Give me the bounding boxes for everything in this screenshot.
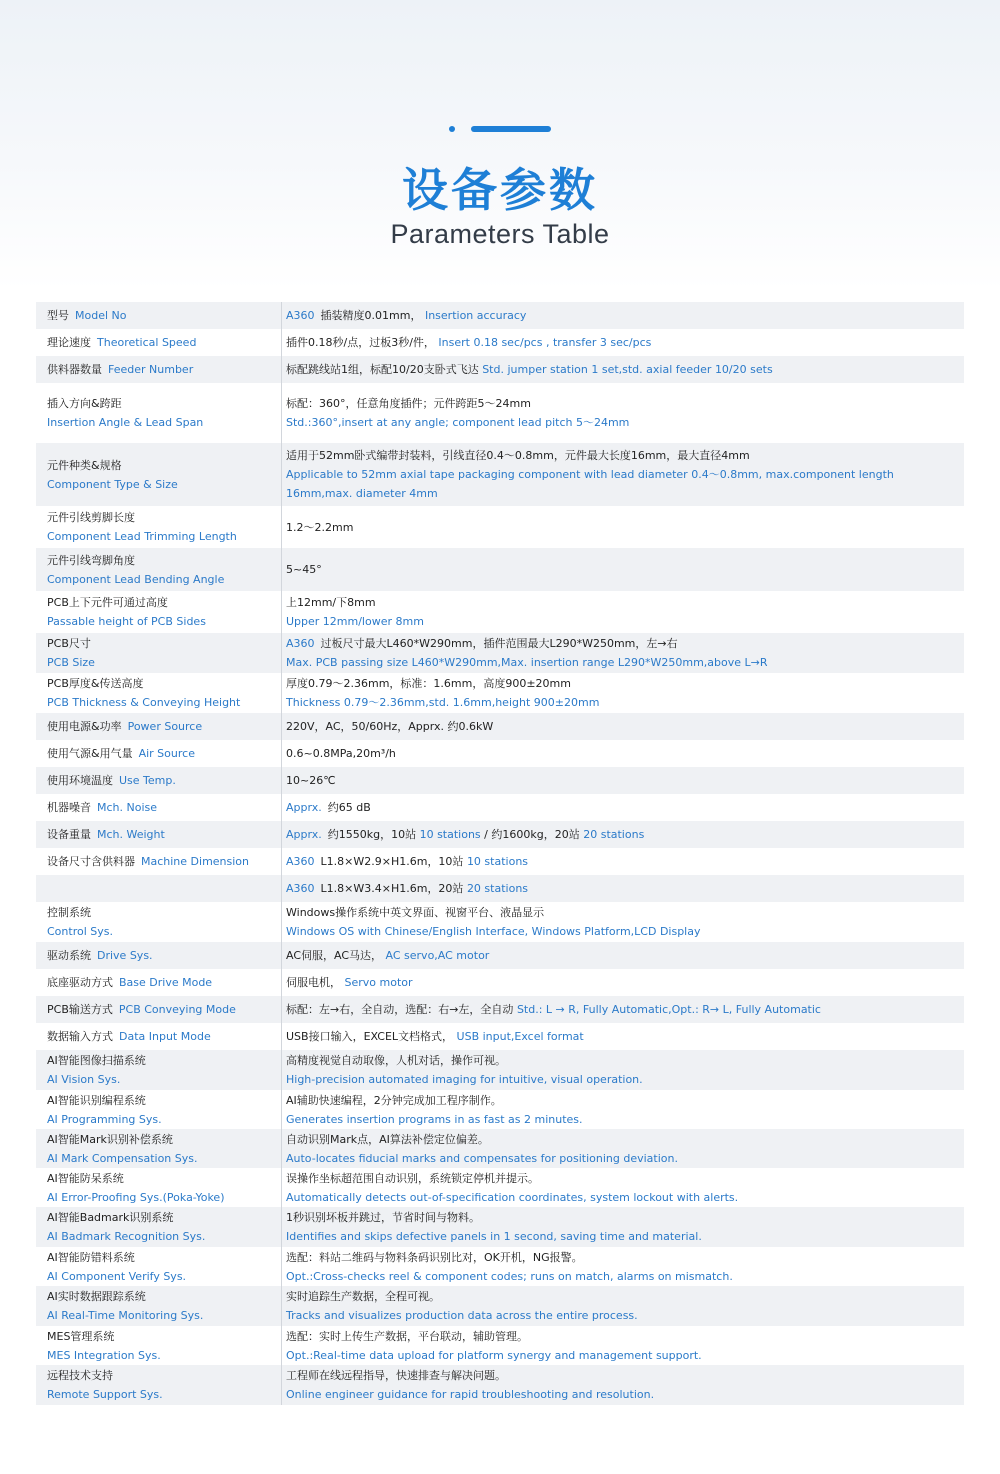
param-value-cell: [282, 1090, 964, 1129]
param-name-line: [47, 852, 281, 871]
param-value-en: Automatically detects out-of-specification coordinates, system lockout with alerts.: [286, 1190, 739, 1204]
value-cn: AI辅助快速编程，2分钟完成加工程序制作。: [286, 1093, 502, 1107]
model-code: Apprx.: [286, 801, 322, 814]
page-subtitle: Parameters Table: [390, 219, 610, 249]
param-name-cn: 远程技术支持: [47, 1369, 113, 1382]
param-name-en: PCB Size: [47, 656, 95, 669]
param-name-cell: [36, 848, 282, 875]
param-name-cn: 控制系统: [47, 906, 91, 919]
param-name-line: [47, 946, 281, 965]
value-cn: 5~45°: [286, 563, 322, 576]
value-cn: 约65 dB: [327, 801, 371, 814]
value-cn: USB接口输入，EXCEL文档格式，: [286, 1030, 454, 1043]
param-name-cn: AI智能识别编程系统: [47, 1093, 146, 1107]
param-name-en: Base Drive Mode: [119, 976, 213, 989]
param-value-line: [286, 852, 952, 871]
param-value-en: Auto-locates fiducial marks and compensates for positioning deviation.: [286, 1151, 678, 1165]
param-value-line: [286, 903, 952, 922]
param-name-line: [47, 1130, 281, 1149]
value-cn: 插装精度0.01mm，: [320, 309, 422, 322]
param-value-en: Identifies and skips defective panels in 1 second, saving time and material.: [286, 1230, 702, 1243]
param-name-line: [47, 360, 281, 379]
param-value-line: [286, 744, 952, 763]
param-name-cn: 底座驱动方式: [47, 976, 113, 989]
param-name-cell: [36, 1090, 282, 1129]
param-name-cell: [36, 794, 282, 821]
param-value-line: [286, 879, 952, 898]
param-name-cell: [36, 969, 282, 996]
param-name-cell: [36, 740, 282, 767]
param-name-cn: 驱动系统: [47, 949, 91, 962]
param-value-cell: [282, 1168, 964, 1207]
value-cn: 约1550kg，10站: [327, 828, 417, 841]
param-value-line: [286, 394, 952, 413]
param-name-cn: AI智能防呆系统: [47, 1171, 124, 1185]
value-cn: 标配：左→右，全自动，选配：右→左，全自动: [286, 1003, 514, 1016]
value-cn: 插件0.18秒/点，过板3秒/件，: [286, 336, 435, 349]
value-cn: 标配跳线站1组，标配10/20支卧式飞达: [286, 363, 479, 376]
param-value-cell: [282, 1023, 964, 1050]
param-name-en: Control Sys.: [47, 925, 113, 938]
param-name-line: [47, 825, 281, 844]
param-value-line: [286, 1366, 952, 1385]
param-value-cell: [282, 633, 964, 673]
param-name-en: Air Source: [138, 747, 195, 760]
param-name-line: [47, 1051, 281, 1070]
table-row: [36, 767, 964, 794]
param-value-en: Online engineer guidance for rapid troubleshooting and resolution.: [286, 1388, 655, 1401]
param-value-line: [286, 1169, 952, 1188]
value-cn: 220V，AC，50/60Hz，Apprx. 约0.6kW: [286, 720, 494, 733]
param-name-en: Mch. Weight: [97, 828, 165, 841]
param-value-cell: [282, 506, 964, 548]
decoration-bar: [471, 126, 551, 132]
table-row: [36, 1247, 964, 1286]
param-name-cell: [36, 875, 282, 902]
value-cn: 厚度0.79～2.36mm，标准：1.6mm，高度900±20mm: [286, 677, 571, 690]
param-value-cell: [282, 673, 964, 713]
param-value-en: Thickness 0.79～2.36mm,std. 1.6mm,height 900±20mm: [286, 696, 600, 709]
param-value-line: [286, 1130, 952, 1149]
param-name-cn: 元件引线剪脚长度: [47, 511, 135, 524]
param-name-en: Use Temp.: [119, 774, 176, 787]
param-name-cell: [36, 329, 282, 356]
param-name-en: MES Integration Sys.: [47, 1348, 161, 1362]
param-name-line: [47, 333, 281, 352]
param-value-line: [286, 825, 952, 844]
table-row: [36, 329, 964, 356]
param-name-cn: 元件种类&规格: [47, 458, 122, 472]
page-title: 设备参数: [402, 163, 598, 217]
param-value-line: [286, 1091, 952, 1110]
param-value-cell: [282, 1247, 964, 1286]
table-row: [36, 443, 964, 506]
param-name-line: [47, 1027, 281, 1046]
param-name-line: [47, 508, 281, 527]
param-name-cell: [36, 821, 282, 848]
param-value-line: [286, 674, 952, 693]
param-name-line: [47, 1366, 281, 1385]
param-name-line: [47, 306, 281, 325]
param-name-cn: 机器噪音: [47, 801, 91, 814]
param-name-cn: AI智能Mark识别补偿系统: [47, 1132, 173, 1146]
param-name-en: Power Source: [127, 720, 203, 733]
param-name-cn: AI智能图像扫描系统: [47, 1054, 146, 1067]
param-name-en: Drive Sys.: [97, 949, 153, 962]
param-value-cell: [282, 794, 964, 821]
param-name-line: [47, 973, 281, 992]
model-code: A360: [286, 309, 315, 322]
param-name-en: Passable height of PCB Sides: [47, 615, 206, 628]
param-name-en: AI Mark Compensation Sys.: [47, 1151, 198, 1165]
param-name-cell: [36, 302, 282, 329]
param-name-en: Feeder Number: [108, 363, 194, 376]
param-name-cn: 使用电源&功率: [47, 720, 122, 733]
value-en: AC servo,AC motor: [385, 949, 490, 962]
param-name-cell: [36, 633, 282, 673]
param-value-cell: [282, 713, 964, 740]
param-value-en: Tracks and visualizes production data across the entire process.: [286, 1309, 638, 1322]
param-name-cn: AI智能Badmark识别系统: [47, 1211, 174, 1224]
title-decoration: [0, 126, 1000, 132]
param-name-line: [47, 744, 281, 763]
param-name-cn: PCB厚度&传送高度: [47, 677, 144, 690]
param-name-cell: [36, 942, 282, 969]
param-value-cell: [282, 902, 964, 942]
value-cn: 自动识别Mark点，AI算法补偿定位偏差。: [286, 1132, 489, 1146]
param-value-line: [286, 1000, 952, 1019]
param-value-cell: [282, 1129, 964, 1168]
param-value-cell: [282, 548, 964, 591]
value-en: Std.: L → R, Fully Automatic,Opt.: R→ L, Fully Automatic: [516, 1003, 821, 1016]
param-value-cell: [282, 443, 964, 506]
param-value-cell: [282, 329, 964, 356]
param-value-en: Max. PCB passing size L460*W290mm,Max. insertion range L290*W250mm,above L→R: [286, 656, 768, 669]
param-value-cell: [282, 383, 964, 443]
table-row: [36, 875, 964, 902]
param-name-cn: 设备重量: [47, 828, 91, 841]
table-row: [36, 548, 964, 591]
param-value-line: [286, 1248, 952, 1267]
value-cn: 0.6~0.8MPa,20m³/h: [286, 747, 396, 760]
param-value-cell: [282, 848, 964, 875]
param-name-cell: [36, 713, 282, 740]
param-value-line: [286, 973, 952, 992]
value-en: Insert 0.18 sec/pcs , transfer 3 sec/pcs: [438, 336, 652, 349]
table-row: [36, 1286, 964, 1326]
table-row: [36, 302, 964, 329]
param-name-cell: [36, 1168, 282, 1207]
param-value-en: Opt.:Real-time data upload for platform synergy and management support.: [286, 1348, 702, 1362]
param-name-en: PCB Conveying Mode: [118, 1003, 236, 1016]
table-row: [36, 633, 964, 673]
param-name-en: Component Lead Bending Angle: [47, 572, 225, 586]
param-name-line: [47, 1327, 281, 1346]
value-cn: Windows操作系统中英文界面、视窗平台、液晶显示: [286, 906, 545, 919]
table-row: [36, 506, 964, 548]
param-value-line: [286, 1287, 952, 1306]
model-code: A360: [286, 882, 315, 895]
table-row: [36, 383, 964, 443]
param-name-cell: [36, 673, 282, 713]
value-cn: 伺服电机，: [286, 976, 341, 989]
param-name-en: Mch. Noise: [97, 801, 158, 814]
value-cn: AC伺服，AC马达，: [286, 949, 383, 962]
param-name-line: [47, 593, 281, 612]
param-value-cell: [282, 356, 964, 383]
table-row: [36, 848, 964, 875]
decoration-dot: [449, 126, 455, 132]
param-name-cn: PCB上下元件可通过高度: [47, 596, 168, 609]
value-cn: 适用于52mm卧式编带封装料，引线直径0.4～0.8mm，元件最大长度16mm，最大直径4mm: [286, 449, 750, 462]
table-row: [36, 356, 964, 383]
table-row: [36, 1023, 964, 1050]
param-value-cell: [282, 591, 964, 633]
param-name-cn: 供料器数量: [47, 363, 102, 376]
param-name-cell: [36, 1129, 282, 1168]
param-name-cell: [36, 767, 282, 794]
param-name-en: Model No: [75, 309, 127, 322]
table-row: [36, 1326, 964, 1365]
param-value-cell: [282, 1326, 964, 1365]
param-value-line: [286, 946, 952, 965]
param-name-cn: PCB输送方式: [47, 1003, 113, 1016]
table-row: [36, 1050, 964, 1090]
param-name-cn: 元件引线弯脚角度: [47, 553, 135, 567]
param-name-cell: [36, 383, 282, 443]
param-name-line: [47, 1287, 281, 1306]
table-row: [36, 821, 964, 848]
param-value-en: Generates insertion programs in as fast as 2 minutes.: [286, 1112, 583, 1126]
param-value-line: [286, 771, 952, 790]
value-cn: 高精度视觉自动取像，人机对话，操作可视。: [286, 1054, 506, 1067]
param-name-cell: [36, 1023, 282, 1050]
param-name-line: [47, 1248, 281, 1267]
param-name-en: Insertion Angle & Lead Span: [47, 416, 204, 429]
param-value-cell: [282, 1365, 964, 1405]
param-name-cell: [36, 996, 282, 1023]
param-value-en: Applicable to 52mm axial tape packaging component with lead diameter 0.4～0.8mm, max.component length 16mm,max. diameter 4mm: [286, 468, 894, 500]
param-name-cn: 使用气源&用气量: [47, 747, 133, 760]
param-name-cell: [36, 1207, 282, 1247]
param-name-en: AI Programming Sys.: [47, 1112, 162, 1126]
param-name-cn: 插入方向&跨距: [47, 397, 122, 410]
param-name-cn: AI智能防错料系统: [47, 1250, 135, 1264]
param-name-cell: [36, 1286, 282, 1326]
param-name-en: AI Component Verify Sys.: [47, 1269, 187, 1283]
value-cn: L1.8×W3.4×H1.6m，20站: [320, 882, 464, 895]
param-name-cn: 理论速度: [47, 336, 91, 349]
param-value-line: [286, 306, 952, 325]
table-row: [36, 969, 964, 996]
param-name-cn: MES管理系统: [47, 1329, 115, 1343]
value-cn: / 约1600kg，20站: [484, 828, 580, 841]
param-name-cell: [36, 548, 282, 591]
param-name-cell: [36, 1326, 282, 1365]
param-name-en: Theoretical Speed: [97, 336, 197, 349]
param-name-cell: [36, 356, 282, 383]
param-name-line: [47, 634, 281, 653]
value-cn: 过板尺寸最大L460*W290mm，插件范围最大L290*W250mm，左→右: [320, 637, 678, 650]
model-code: A360: [286, 855, 315, 868]
param-name-en: Machine Dimension: [141, 855, 250, 868]
table-row: [36, 1365, 964, 1405]
param-value-cell: [282, 821, 964, 848]
param-value-en: Opt.:Cross-checks reel & component codes; runs on match, alarms on mismatch.: [286, 1269, 733, 1283]
param-value-cell: [282, 302, 964, 329]
table-row: [36, 902, 964, 942]
param-value-line: [286, 360, 952, 379]
param-name-en: AI Vision Sys.: [47, 1073, 121, 1086]
table-row: [36, 996, 964, 1023]
param-value-cell: [282, 969, 964, 996]
param-value-line: [286, 560, 952, 579]
param-value-en: Std.:360°,insert at any angle; component lead pitch 5～24mm: [286, 416, 630, 429]
param-value-cell: [282, 740, 964, 767]
param-name-line: [47, 551, 281, 570]
param-name-en: AI Badmark Recognition Sys.: [47, 1230, 206, 1243]
value-en: Insertion accuracy: [424, 309, 527, 322]
value-cn: 工程师在线远程指导，快速排查与解决问题。: [286, 1369, 506, 1382]
param-value-line: [286, 634, 952, 653]
param-name-cell: [36, 1050, 282, 1090]
parameters-table: [36, 302, 964, 1405]
param-value-line: [286, 446, 952, 465]
table-row: [36, 1129, 964, 1168]
param-value-en: Windows OS with Chinese/English Interface, Windows Platform,LCD Display: [286, 925, 701, 938]
value-cn: 上12mm/下8mm: [286, 596, 376, 609]
param-value-line: [286, 717, 952, 736]
value-cn: L1.8×W2.9×H1.6m，10站: [320, 855, 464, 868]
param-name-en: Component Type & Size: [47, 477, 178, 491]
param-value-cell: [282, 875, 964, 902]
value-cn: 实时追踪生产数据，全程可视。: [286, 1290, 440, 1303]
param-name-line: [47, 1169, 281, 1188]
param-name-cell: [36, 902, 282, 942]
param-value-line: [286, 1051, 952, 1070]
model-code: Apprx.: [286, 828, 322, 841]
param-name-en: AI Error-Proofing Sys.(Poka-Yoke): [47, 1190, 225, 1204]
param-value-line: [286, 1208, 952, 1227]
value-en: 20 stations: [466, 882, 529, 895]
param-name-line: [47, 1000, 281, 1019]
table-row: [36, 740, 964, 767]
param-name-en: Data Input Mode: [119, 1030, 211, 1043]
param-value-line: [286, 798, 952, 817]
param-name-cn: 型号: [47, 309, 69, 322]
param-name-line: [47, 798, 281, 817]
table-row: [36, 673, 964, 713]
table-row: [36, 713, 964, 740]
param-name-cn: PCB尺寸: [47, 637, 91, 650]
param-value-cell: [282, 1286, 964, 1326]
value-cn: 1秒识别坏板并跳过，节省时间与物料。: [286, 1211, 480, 1224]
param-name-en: PCB Thickness & Conveying Height: [47, 696, 241, 709]
param-name-cn: 设备尺寸含供料器: [47, 855, 135, 868]
param-value-cell: [282, 1050, 964, 1090]
table-row: [36, 794, 964, 821]
table-row: [36, 1207, 964, 1247]
param-value-line: [286, 593, 952, 612]
param-value-line: [286, 333, 952, 352]
param-value-cell: [282, 996, 964, 1023]
value-en: Servo motor: [344, 976, 413, 989]
param-name-cn: 数据输入方式: [47, 1030, 113, 1043]
value-en: 20 stations: [583, 828, 645, 841]
param-name-cell: [36, 1247, 282, 1286]
param-value-cell: [282, 767, 964, 794]
param-name-cell: [36, 1365, 282, 1405]
value-en: USB input,Excel format: [456, 1030, 584, 1043]
value-cn: 选配：实时上传生产数据，平台联动，辅助管理。: [286, 1329, 528, 1343]
param-value-en: Upper 12mm/lower 8mm: [286, 615, 424, 628]
table-row: [36, 1090, 964, 1129]
param-name-line: [47, 903, 281, 922]
param-name-cell: [36, 506, 282, 548]
param-name-line: [47, 1208, 281, 1227]
param-name-cn: 使用环境温度: [47, 774, 113, 787]
value-cn: 选配：料站二维码与物料条码识别比对，OK开机，NG报警。: [286, 1250, 583, 1264]
param-name-line: [47, 456, 281, 475]
table-row: [36, 942, 964, 969]
table-row: [36, 1168, 964, 1207]
value-cn: 1.2～2.2mm: [286, 520, 354, 534]
param-name-cell: [36, 443, 282, 506]
param-name-line: [47, 1091, 281, 1110]
value-cn: 10~26℃: [286, 774, 336, 787]
param-name-en: Remote Support Sys.: [47, 1388, 163, 1401]
param-value-line: [286, 1027, 952, 1046]
table-row: [36, 591, 964, 633]
value-en: Std. jumper station 1 set,std. axial feeder 10/20 sets: [482, 363, 773, 376]
param-name-line: [47, 717, 281, 736]
param-name-line: [47, 771, 281, 790]
param-value-cell: [282, 1207, 964, 1247]
value-cn: 误操作坐标超范围自动识别，系统锁定停机并提示。: [286, 1171, 539, 1185]
value-cn: 标配：360°，任意角度插件；元件跨距5～24mm: [286, 397, 531, 410]
param-name-en: Component Lead Trimming Length: [47, 530, 237, 543]
value-en: 10 stations: [466, 855, 529, 868]
param-value-cell: [282, 942, 964, 969]
param-value-line: [286, 1327, 952, 1346]
value-en: 10 stations: [419, 828, 481, 841]
param-name-cell: [36, 591, 282, 633]
model-code: A360: [286, 637, 315, 650]
param-name-cn: AI实时数据跟踪系统: [47, 1290, 146, 1303]
param-name-line: [47, 674, 281, 693]
param-value-en: High-precision automated imaging for intuitive, visual operation.: [286, 1073, 643, 1086]
param-name-line: [47, 394, 281, 413]
param-name-en: AI Real-Time Monitoring Sys.: [47, 1309, 204, 1322]
param-value-line: [286, 518, 952, 537]
